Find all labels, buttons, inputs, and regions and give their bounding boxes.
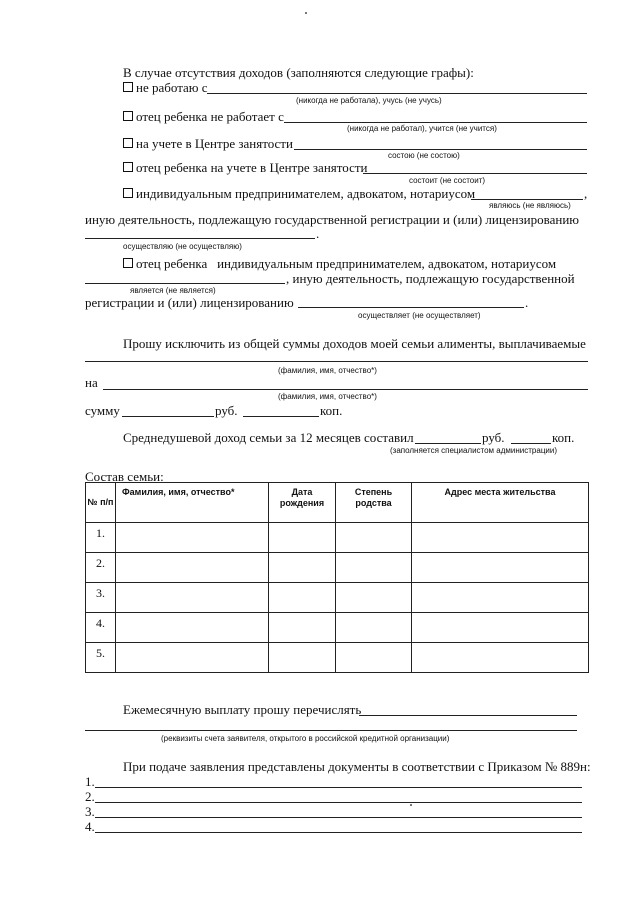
cell-relation[interactable] bbox=[336, 643, 412, 673]
avg-income-rub-field[interactable] bbox=[415, 443, 481, 444]
cell-birthdate[interactable] bbox=[269, 583, 336, 613]
scan-speck bbox=[305, 12, 307, 14]
row-not-working bbox=[123, 80, 208, 95]
cell-birthdate[interactable] bbox=[269, 523, 336, 553]
row-father-not-working bbox=[123, 109, 284, 124]
alimony-sum-label: сумму bbox=[85, 403, 120, 418]
activity-field[interactable] bbox=[85, 238, 315, 239]
entrepreneur-checkbox[interactable] bbox=[123, 188, 133, 198]
cell-fullname[interactable] bbox=[116, 553, 269, 583]
row-employment-center bbox=[123, 136, 293, 151]
employment-center-label: на учете в Центре занятости bbox=[136, 136, 293, 151]
row-number: 2. bbox=[86, 553, 116, 583]
activity-hint: осуществляю (не осуществляю) bbox=[123, 242, 242, 251]
doc-item-number: 3. bbox=[85, 804, 95, 819]
father-entrepreneur-hint: является (не является) bbox=[130, 286, 216, 295]
cell-address[interactable] bbox=[412, 583, 589, 613]
father-employment-center-checkbox[interactable] bbox=[123, 162, 133, 172]
father-not-working-checkbox[interactable] bbox=[123, 111, 133, 121]
not-working-hint: (никогда не работала), учусь (не учусь) bbox=[296, 96, 442, 105]
col-birthdate: Дата рождения bbox=[269, 483, 336, 523]
cell-address[interactable] bbox=[412, 613, 589, 643]
col-relation: Степень родства bbox=[336, 483, 412, 523]
payment-hint: (реквизиты счета заявителя, открытого в российской кредитной организации) bbox=[161, 734, 450, 743]
doc-item-number: 1. bbox=[85, 774, 95, 789]
employment-center-field[interactable] bbox=[294, 149, 587, 150]
entrepreneur-comma: , bbox=[584, 186, 588, 201]
activity-dot: . bbox=[316, 226, 320, 241]
doc-item-field[interactable] bbox=[95, 802, 582, 803]
alimony-recipient-field[interactable] bbox=[103, 389, 588, 390]
alimony-on-label: на bbox=[85, 375, 98, 390]
alimony-kop-field[interactable] bbox=[243, 416, 319, 417]
father-employment-center-field[interactable] bbox=[363, 173, 587, 174]
doc-item-field[interactable] bbox=[95, 787, 582, 788]
entrepreneur-line2: иную деятельность, подлежащую государственной регистрации и (или) лицензированию bbox=[85, 212, 580, 227]
entrepreneur-hint: являюсь (не являюсь) bbox=[489, 201, 571, 210]
table-row bbox=[86, 553, 589, 583]
table-row bbox=[86, 523, 589, 553]
father-entrepreneur-checkbox[interactable] bbox=[123, 258, 133, 268]
avg-income-kop: коп. bbox=[552, 430, 575, 445]
father-not-working-field[interactable] bbox=[284, 122, 587, 123]
cell-fullname[interactable] bbox=[116, 643, 269, 673]
father-not-working-hint: (никогда не работал), учится (не учится) bbox=[347, 124, 497, 133]
row-father-entrepreneur bbox=[123, 256, 556, 271]
cell-relation[interactable] bbox=[336, 553, 412, 583]
cell-fullname[interactable] bbox=[116, 613, 269, 643]
section-heading: В случае отсутствия доходов (заполняются следующие графы): bbox=[123, 65, 474, 80]
alimony-payer-field[interactable] bbox=[85, 361, 588, 362]
cell-address[interactable] bbox=[412, 523, 589, 553]
father-activity-field[interactable] bbox=[298, 307, 524, 308]
alimony-text: Прошу исключить из общей суммы доходов моей семьи алименты, выплачиваемые bbox=[123, 336, 586, 351]
father-entrepreneur-field[interactable] bbox=[85, 283, 285, 284]
father-entrepreneur-label: отец ребенка индивидуальным предпринимателем, адвокатом, нотариусом bbox=[136, 256, 557, 271]
cell-relation[interactable] bbox=[336, 523, 412, 553]
cell-address[interactable] bbox=[412, 553, 589, 583]
cell-relation[interactable] bbox=[336, 613, 412, 643]
cell-birthdate[interactable] bbox=[269, 613, 336, 643]
row-number: 5. bbox=[86, 643, 116, 673]
alimony-hint2: (фамилия, имя, отчество*) bbox=[278, 392, 377, 401]
row-number: 3. bbox=[86, 583, 116, 613]
payment-account-field[interactable] bbox=[85, 730, 577, 731]
doc-item-field[interactable] bbox=[95, 817, 582, 818]
father-activity-hint: осуществляет (не осуществляет) bbox=[358, 311, 481, 320]
not-working-label: не работаю с bbox=[136, 80, 208, 95]
cell-relation[interactable] bbox=[336, 583, 412, 613]
employment-center-hint: состою (не состою) bbox=[388, 151, 460, 160]
cell-birthdate[interactable] bbox=[269, 553, 336, 583]
doc-item-field[interactable] bbox=[95, 832, 582, 833]
not-working-checkbox[interactable] bbox=[123, 82, 133, 92]
col-address: Адрес места жительства bbox=[412, 483, 589, 523]
documents-text: При подаче заявления представлены документы в соответствии с Приказом № 889н: bbox=[123, 759, 591, 774]
father-activity-dot: . bbox=[525, 295, 529, 310]
payment-text: Ежемесячную выплату прошу перечислять bbox=[123, 702, 362, 717]
father-entrepreneur-line2: , иную деятельность, подлежащую государственной bbox=[286, 271, 575, 286]
family-header-row bbox=[86, 483, 589, 523]
col-number: № п/п bbox=[86, 483, 116, 523]
family-table bbox=[85, 482, 589, 673]
cell-birthdate[interactable] bbox=[269, 643, 336, 673]
father-employment-center-label: отец ребенка на учете в Центре занятости bbox=[136, 160, 368, 175]
entrepreneur-label: индивидуальным предпринимателем, адвокатом, нотариусом bbox=[136, 186, 476, 201]
scan-speck bbox=[410, 804, 412, 806]
cell-fullname[interactable] bbox=[116, 523, 269, 553]
father-employment-center-hint: состоит (не состоит) bbox=[409, 176, 486, 185]
avg-income-text: Среднедушевой доход семьи за 12 месяцев составил bbox=[123, 430, 414, 445]
father-entrepreneur-line3: регистрации и (или) лицензированию bbox=[85, 295, 294, 310]
table-row bbox=[86, 643, 589, 673]
cell-address[interactable] bbox=[412, 643, 589, 673]
avg-income-hint: (заполняется специалистом администрации) bbox=[390, 446, 557, 455]
not-working-field[interactable] bbox=[207, 93, 587, 94]
table-row bbox=[86, 583, 589, 613]
employment-center-checkbox[interactable] bbox=[123, 138, 133, 148]
row-number: 1. bbox=[86, 523, 116, 553]
payment-field[interactable] bbox=[359, 715, 577, 716]
family-title: Состав семьи: bbox=[85, 469, 164, 484]
col-fullname: Фамилия, имя, отчество* bbox=[116, 483, 269, 523]
entrepreneur-field[interactable] bbox=[471, 199, 583, 200]
avg-income-kop-field[interactable] bbox=[511, 443, 551, 444]
alimony-rub: руб. bbox=[215, 403, 238, 418]
row-entrepreneur bbox=[123, 186, 475, 201]
cell-fullname[interactable] bbox=[116, 583, 269, 613]
alimony-rub-field[interactable] bbox=[122, 416, 214, 417]
row-number: 4. bbox=[86, 613, 116, 643]
table-row bbox=[86, 613, 589, 643]
alimony-kop: коп. bbox=[320, 403, 343, 418]
father-not-working-label: отец ребенка не работает с bbox=[136, 109, 284, 124]
doc-item-number: 2. bbox=[85, 789, 95, 804]
alimony-hint1: (фамилия, имя, отчество*) bbox=[278, 366, 377, 375]
avg-income-rub: руб. bbox=[482, 430, 505, 445]
doc-item-number: 4. bbox=[85, 819, 95, 834]
row-father-employment-center bbox=[123, 160, 368, 175]
